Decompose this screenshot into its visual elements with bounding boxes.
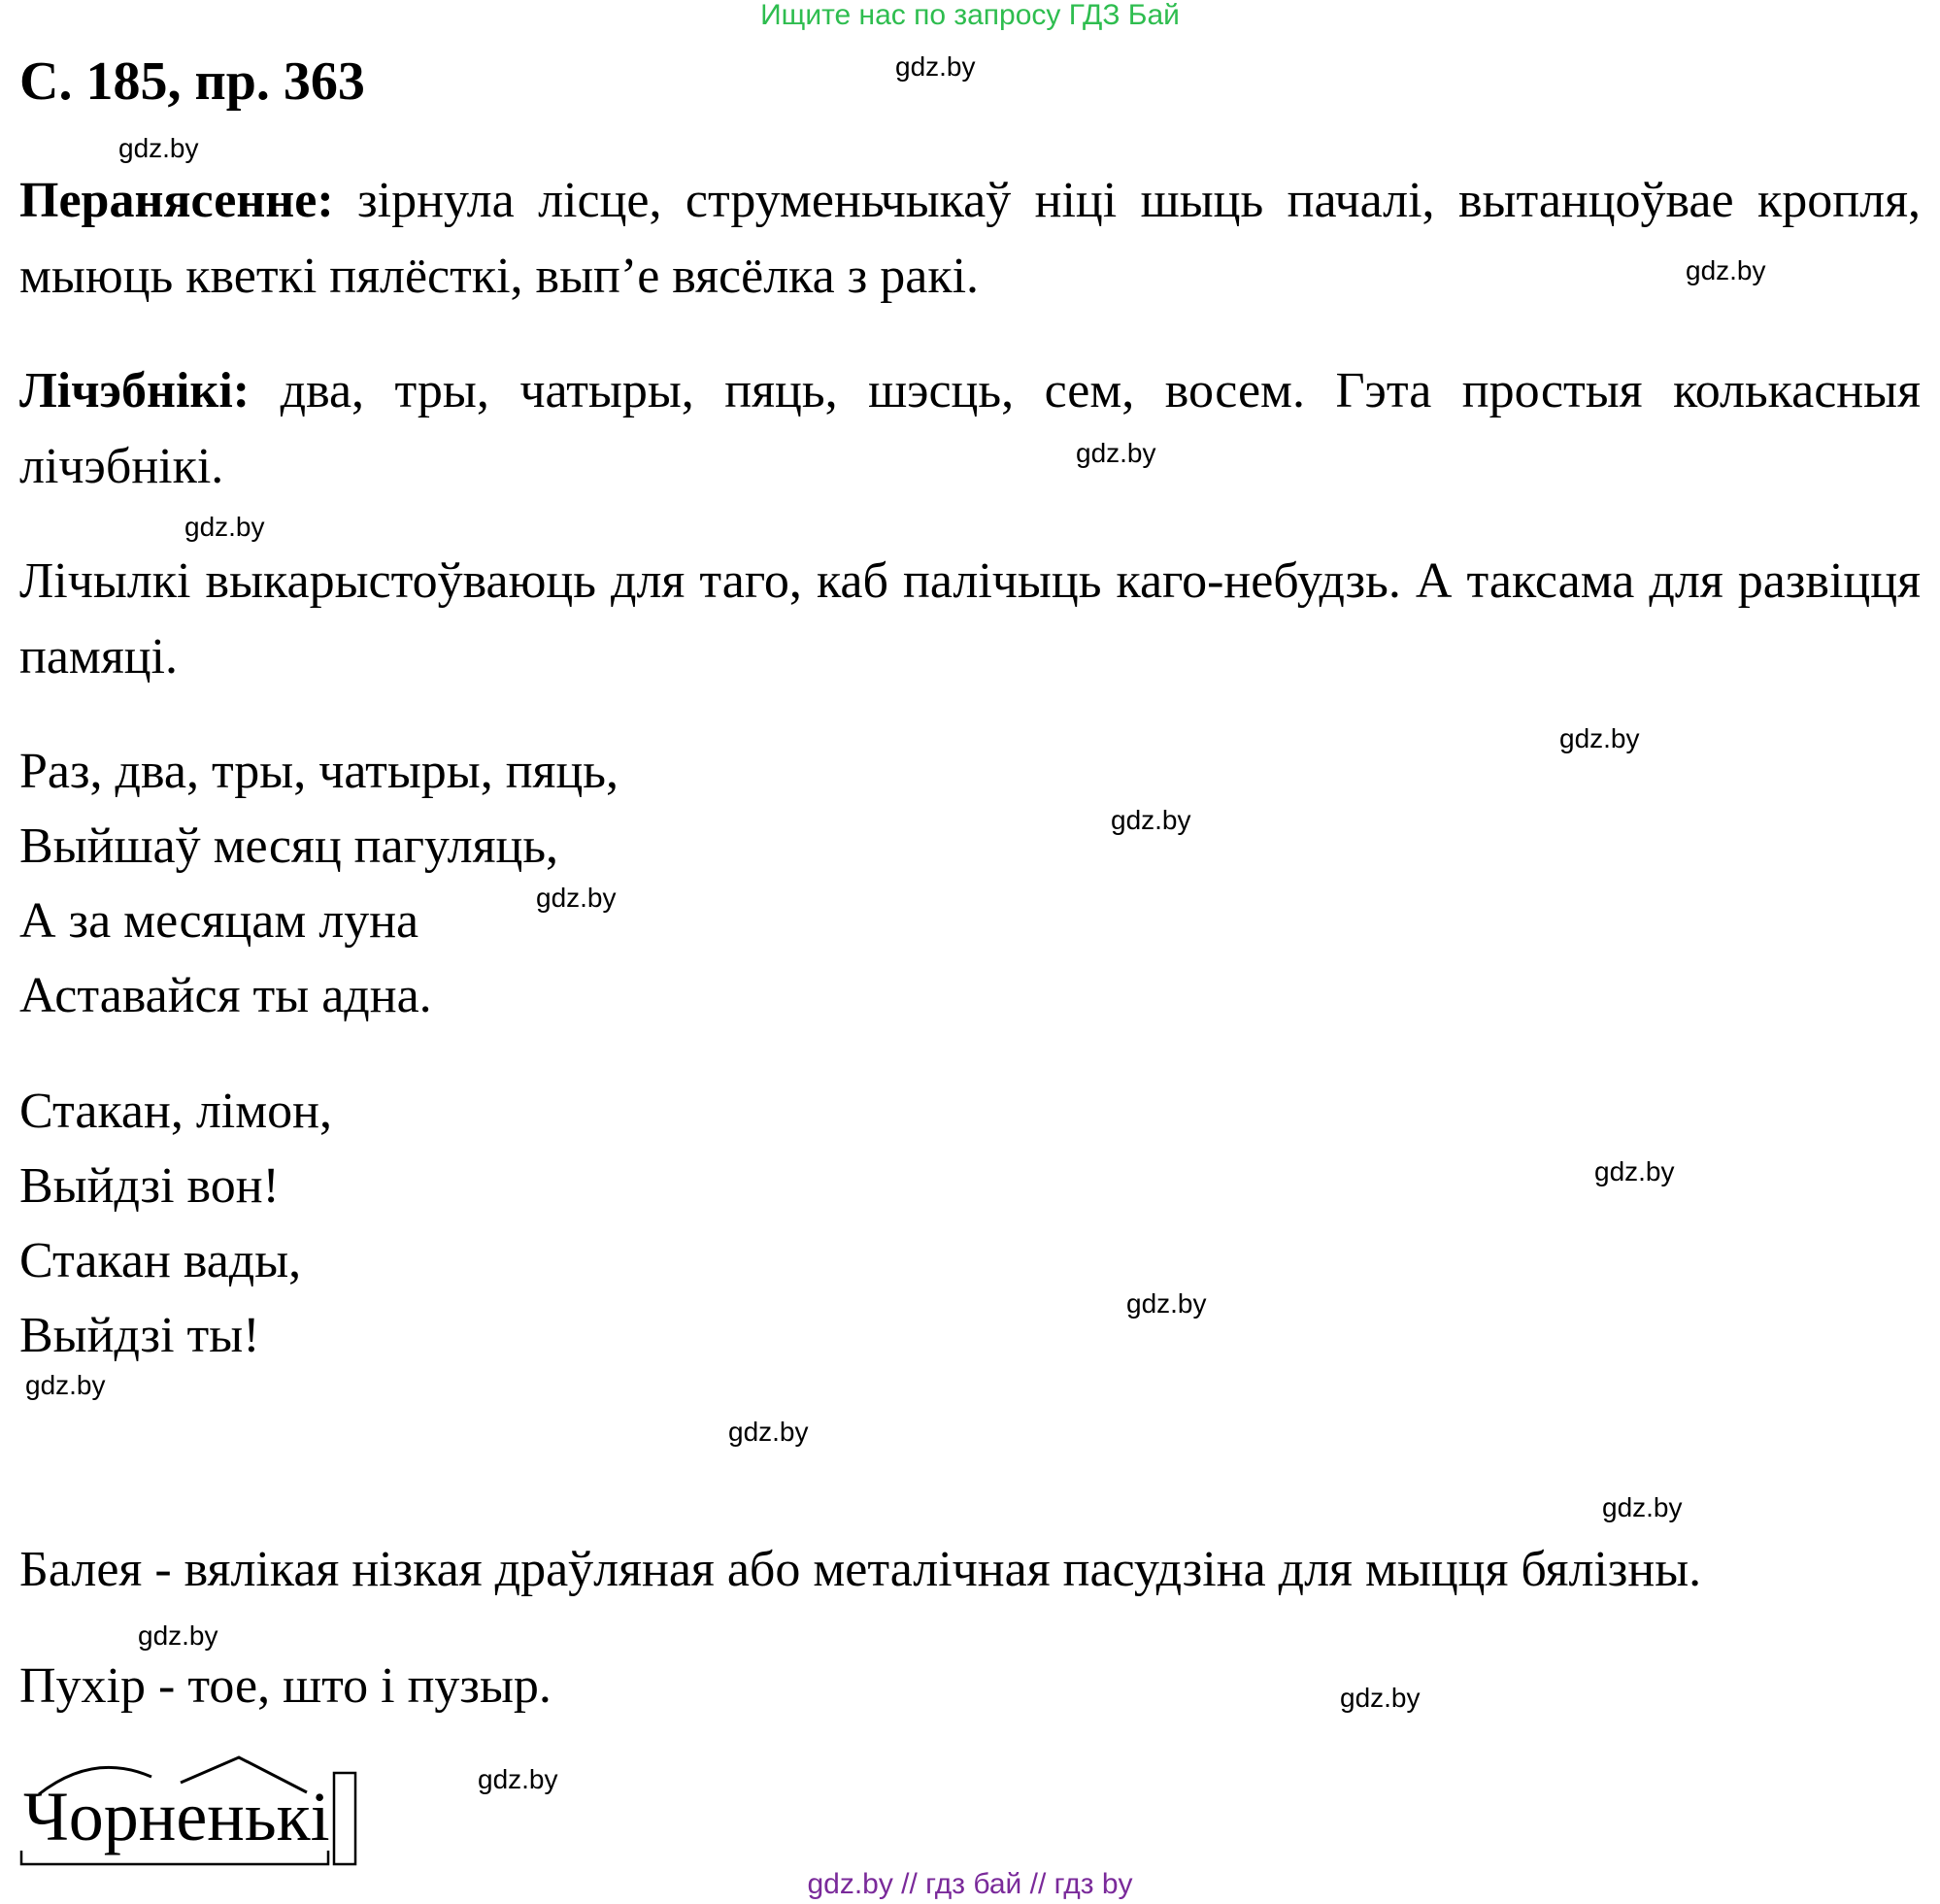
watermark: gdz.by: [1686, 255, 1766, 285]
watermark: gdz.by: [478, 1764, 558, 1794]
poem-one-line: Выйшаў месяц пагуляць,: [19, 818, 559, 874]
paragraph-counting-rhymes: Лічылкі выкарыстоўваюць для таго, каб палічыць каго-небудзь. А таксама для развіцця памяці.: [19, 553, 1921, 685]
poem-two-line: Выйдзі ты!: [19, 1308, 260, 1363]
morpheme-word: Чорненькі: [23, 1778, 330, 1855]
morpheme-analysis: [16, 1744, 365, 1870]
watermark: gdz.by: [138, 1620, 218, 1651]
poem-two-line: Выйдзі вон!: [19, 1158, 280, 1214]
paragraph-transfers: [19, 163, 1921, 315]
numerals-label: Лічэбнікі:: [19, 363, 251, 418]
footer-links: gdz.by // гдз бай // гдз by: [807, 1868, 1133, 1900]
watermark: gdz.by: [1126, 1288, 1207, 1319]
watermark: gdz.by: [1559, 723, 1640, 753]
poem-one-line: Раз, два, тры, чатыры, пяць,: [19, 744, 619, 799]
watermark: gdz.by: [118, 133, 199, 163]
definition-pukhir: Пухір - тое, што і пузыр.: [19, 1658, 552, 1714]
watermark: gdz.by: [184, 512, 265, 542]
watermark: gdz.by: [1594, 1156, 1675, 1186]
watermark: gdz.by: [895, 51, 976, 82]
watermark: gdz.by: [1111, 805, 1191, 835]
definition-baleya: Балея - вялікая нізкая драўляная або металічная пасудзіна для мыцця бялізны.: [19, 1542, 1702, 1597]
poem-two-line: Стакан, лімон,: [19, 1084, 332, 1139]
watermark: gdz.by: [25, 1370, 106, 1400]
poem-one-line: А за месяцам луна: [19, 893, 419, 949]
poem-one-line: Аставайся ты адна.: [19, 968, 432, 1023]
watermark: gdz.by: [1076, 438, 1156, 468]
watermark: gdz.by: [536, 883, 617, 913]
top-banner: Ищите нас по запросу ГДЗ Бай: [760, 0, 1180, 31]
transfers-text: зірнула лісце, струменьчыкаў ніці шыць пачалі, вытанцоўвае кропля, мыюць кветкі пялёсткі, вып’е вясёлка з ракі.: [19, 173, 1921, 304]
transfers-label: Перанясенне:: [19, 173, 334, 228]
paragraph-numerals: [19, 353, 1921, 505]
numerals-text: два, тры, чатыры, пяць, шэсць, сем, восем. Гэта простыя колькасныя лічэбнікі.: [19, 363, 1921, 494]
watermark: gdz.by: [728, 1417, 809, 1447]
watermark: gdz.by: [1602, 1492, 1683, 1522]
watermark: gdz.by: [1340, 1683, 1421, 1713]
poem-two-line: Стакан вады,: [19, 1233, 302, 1288]
page-title: С. 185, пр. 363: [19, 51, 365, 112]
